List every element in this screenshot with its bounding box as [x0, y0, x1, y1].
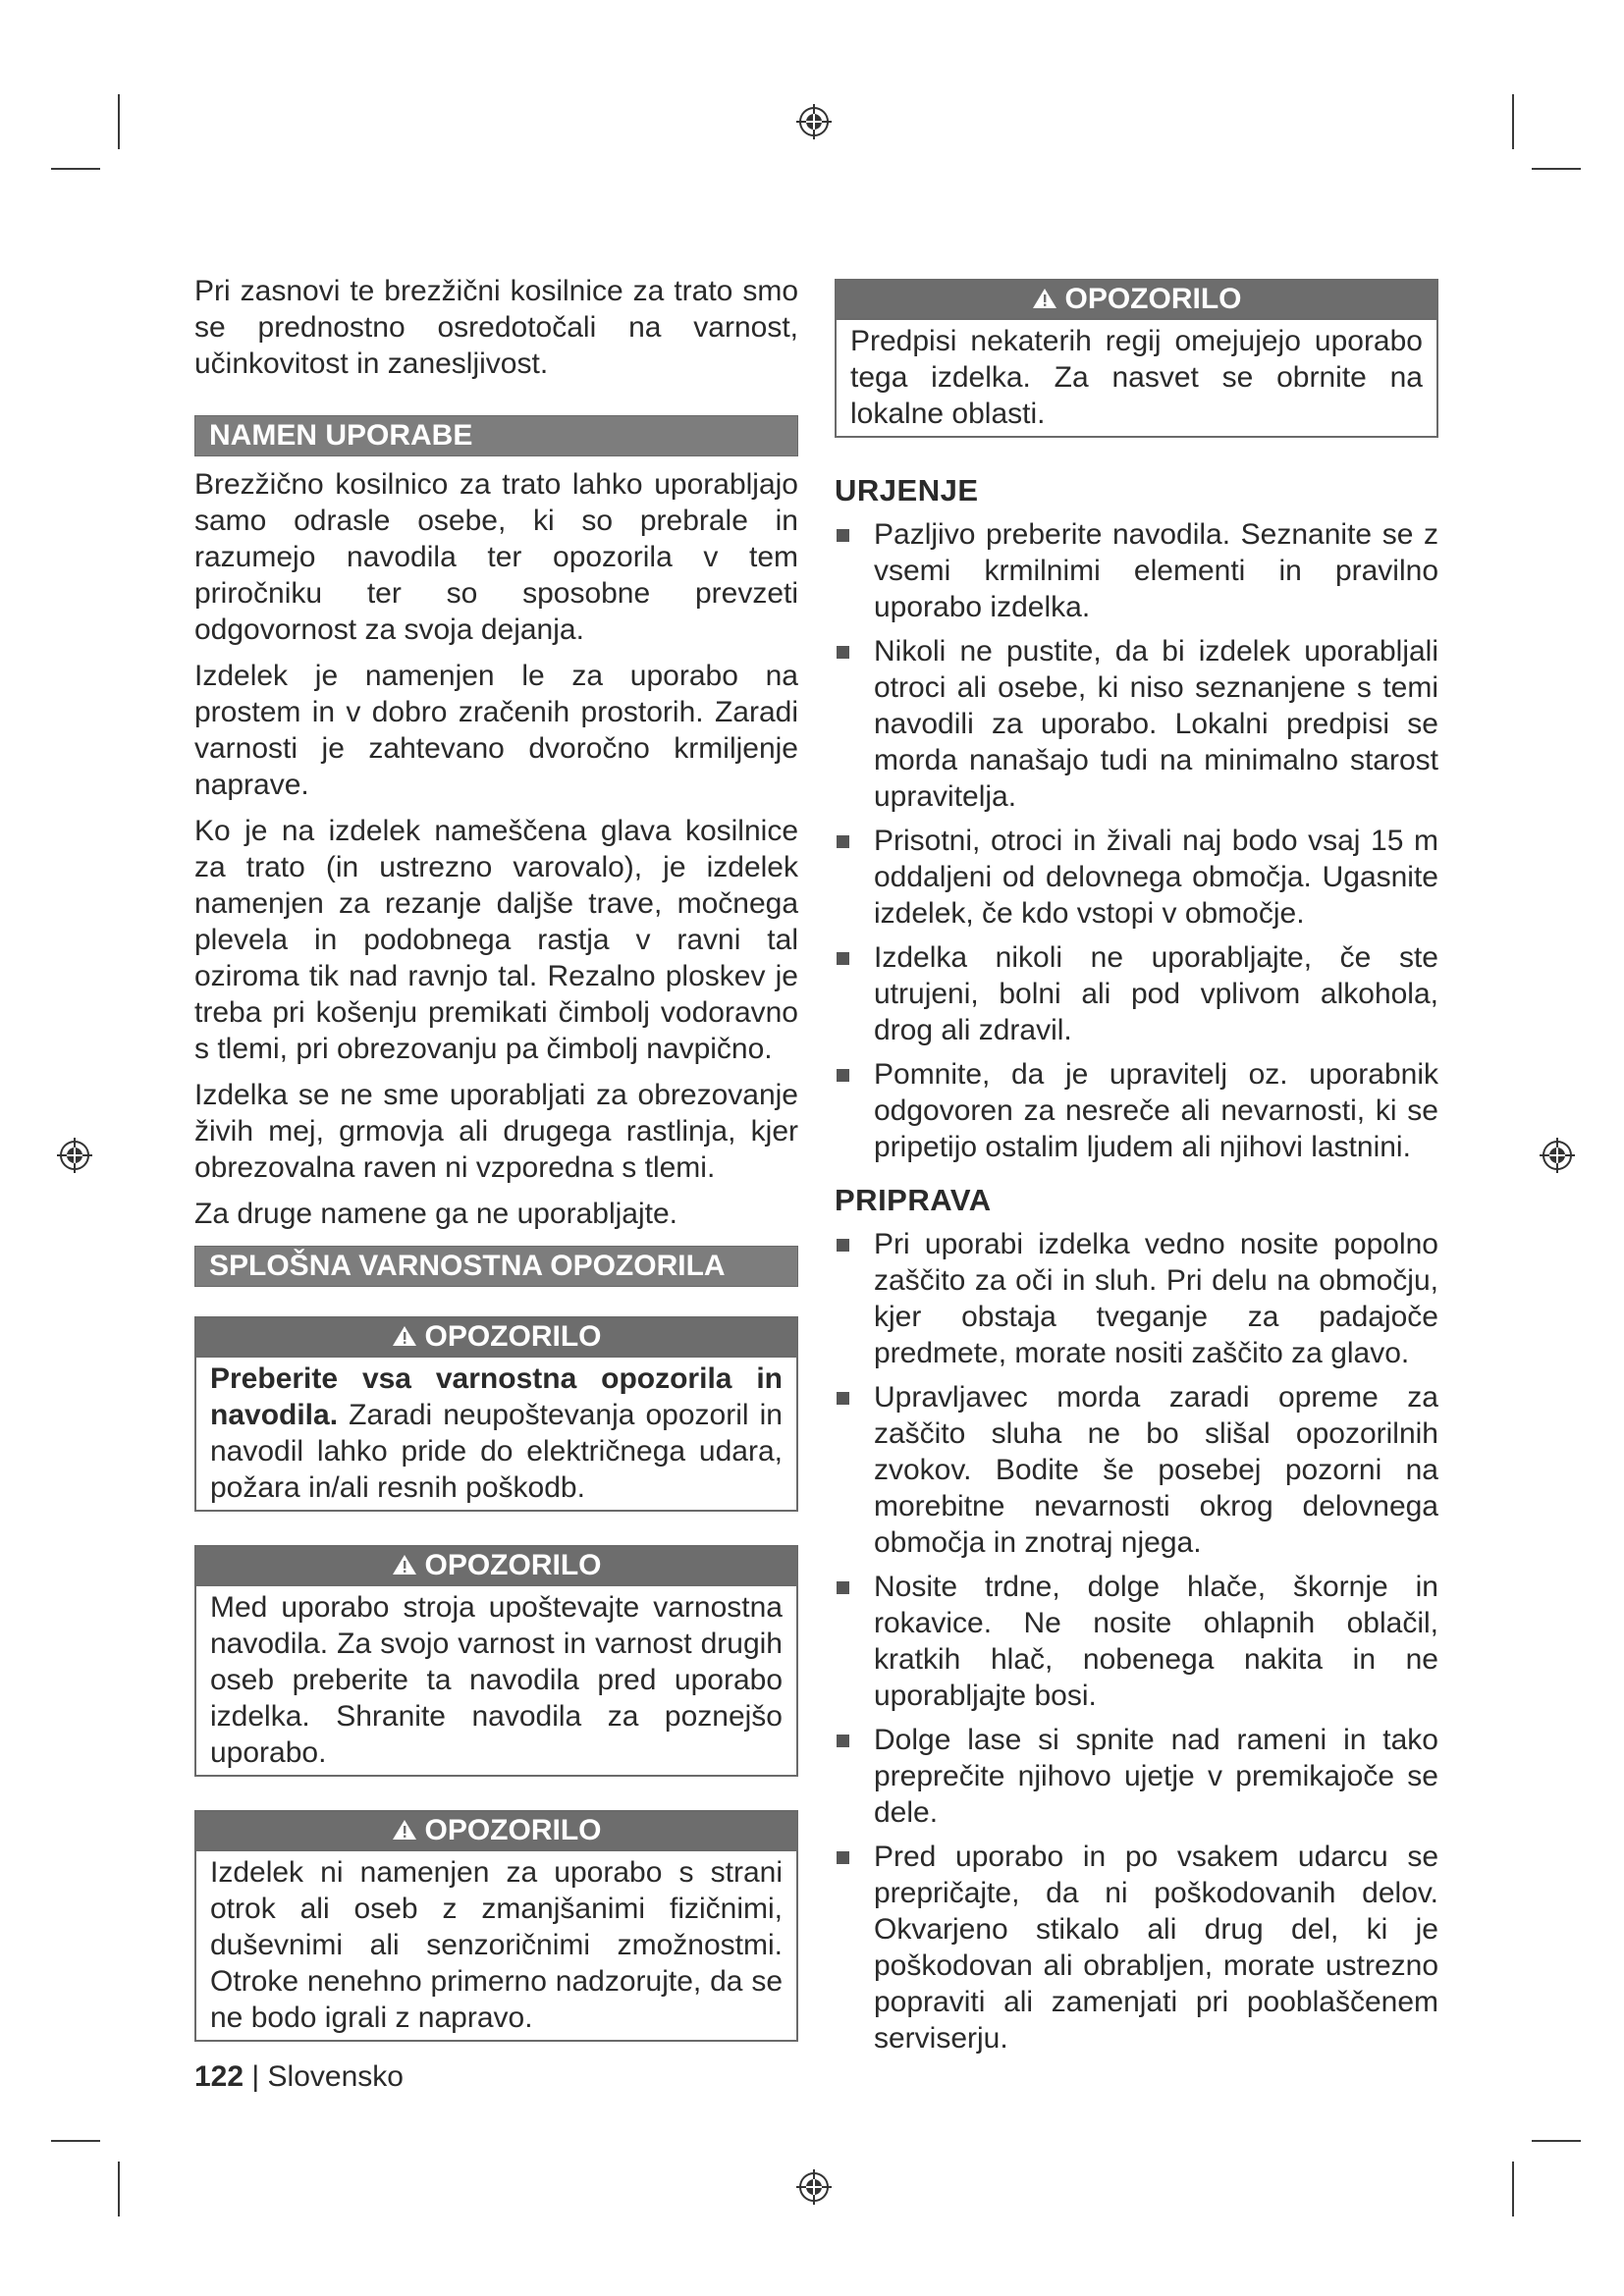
bullet-square-icon — [837, 1069, 849, 1082]
list-item — [835, 1056, 1438, 1165]
crop-mark — [1532, 168, 1581, 170]
intro-paragraph: Pri zasnovi te brezžični kosilnice za trato smo se prednostno osredotočali na varnost, učinkovitost in zanesljivost. — [194, 275, 798, 380]
bullet-square-icon — [837, 1581, 849, 1594]
crop-mark — [1532, 2140, 1581, 2142]
bullet-square-icon — [837, 1851, 849, 1864]
list-item — [835, 516, 1438, 625]
footer-separator: | — [251, 2060, 260, 2093]
list-item — [835, 823, 1438, 932]
footer-language: Slovensko — [267, 2060, 404, 2093]
list-item-text: Pri uporabi izdelka vedno nosite popolno zaščito za oči in sluh. Pri delu na območju, kjer obstaja tveganje za padajoče predmete, morate nositi zaščito za glavo. — [874, 1228, 1438, 1369]
crop-mark — [1512, 2162, 1514, 2216]
crop-mark — [51, 2140, 100, 2142]
namen-paragraph: Za druge namene ga ne uporabljajte. — [194, 1198, 678, 1230]
list-item — [835, 939, 1438, 1048]
section-heading-splosna-varnostna-opozorila: SPLOŠNA VARNOSTNA OPOZORILA — [194, 1246, 798, 1287]
crop-mark — [118, 94, 120, 149]
list-item-text: Prisotni, otroci in živali naj bodo vsaj 15 m oddaljeni od delovnega območja. Ugasnite izdelek, če kdo vstopi v območje. — [874, 825, 1438, 930]
warning-header — [196, 1812, 796, 1851]
list-item-text: Nikoli ne pustite, da bi izdelek uporabljali otroci ali osebe, ki niso seznanjene s temi navodili za uporabo. Lokalni predpisi se morda nanašajo tudi na minimalno starost upravitelja. — [874, 635, 1438, 813]
list-item — [835, 1722, 1438, 1831]
bullet-square-icon — [837, 1735, 849, 1747]
warning-triangle-icon — [392, 1319, 417, 1341]
registration-mark-icon — [1538, 1136, 1577, 1175]
crop-mark — [118, 2162, 120, 2216]
warning-rest-text: Zaradi neupoštevanja opozoril in navodil lahko pride do električnega udara, požara in/ali resnih poškodb. — [210, 1399, 783, 1504]
warning-box — [835, 279, 1438, 438]
namen-paragraph: Ko je na izdelek nameščena glava kosilnice za trato (in ustrezno varovalo), je izdelek namenjen za rezanje daljše trave, močnega plevela in podobnega rastja v ravni tal oziroma tik nad ravnjo tal. Rezalno ploskev je treba pri košenju premikati čimbolj vodoravno s tlemi, pri obrezovanju pa čimbolj navpično. — [194, 815, 798, 1065]
warning-box — [194, 1316, 798, 1512]
registration-mark-icon — [55, 1136, 94, 1175]
namen-paragraph: Izdelek je namenjen le za uporabo na prostem in v dobro zračenih prostorih. Zaradi varnosti je zahtevano dvoročno krmiljenje naprave. — [194, 660, 798, 801]
warning-box — [194, 1810, 798, 2042]
warning-header — [837, 281, 1436, 320]
bullet-square-icon — [837, 1239, 849, 1252]
page-number: 122 — [194, 2060, 244, 2093]
page-footer — [194, 2059, 404, 2095]
crop-mark — [1512, 94, 1514, 149]
bullet-square-icon — [837, 952, 849, 965]
warning-triangle-icon — [1032, 282, 1057, 303]
warning-label: OPOZORILO — [424, 1320, 602, 1353]
registration-mark-icon — [794, 2167, 834, 2207]
left-column — [194, 273, 798, 2075]
list-item — [835, 1839, 1438, 2056]
warning-header — [196, 1318, 796, 1358]
warning-triangle-icon — [392, 1548, 417, 1570]
bullet-square-icon — [837, 1392, 849, 1405]
list-item — [835, 1379, 1438, 1561]
list-item-text: Izdelka nikoli ne uporabljajte, če ste utrujeni, bolni ali pod vplivom alkohola, drog ali zdravil. — [874, 941, 1438, 1046]
namen-paragraph: Izdelka se ne sme uporabljati za obrezovanje živih mej, grmovja ali drugega rastlinja, kjer obrezovalna raven ni vzporedna s tlemi. — [194, 1079, 798, 1184]
list-item-text: Pred uporabo in po vsakem udarcu se prepričajte, da ni poškodovanih delov. Okvarjeno stikalo ali drug del, ki je poškodovan ali obrabljen, morate ustrezno popraviti ali zamenjati pri pooblaščenem serviserju. — [874, 1841, 1438, 2055]
bullet-square-icon — [837, 646, 849, 659]
list-item — [835, 1226, 1438, 1371]
warning-text — [196, 1358, 796, 1510]
list-item-text: Pomnite, da je upravitelj oz. uporabnik odgovoren za nesreče ali nevarnosti, ki se pripetijo ostalim ljudem ali njihovi lastnini. — [874, 1058, 1438, 1163]
heading-priprava: PRIPRAVA — [835, 1183, 992, 1217]
list-item-text: Pazljivo preberite navodila. Seznanite se z vsemi krmilnimi elementi in pravilno uporabo izdelka. — [874, 518, 1438, 623]
list-item-text: Upravljavec morda zaradi opreme za zaščito sluha ne bo slišal opozorilnih zvokov. Bodite še posebej pozorni na morebitne nevarnosti okrog delovnega območja in znotraj njega. — [874, 1381, 1438, 1559]
section-heading-namen-uporabe: NAMEN UPORABE — [194, 415, 798, 456]
right-column — [835, 273, 1438, 2072]
list-item — [835, 1569, 1438, 1714]
warning-label: OPOZORILO — [424, 1549, 602, 1581]
heading-urjenje: URJENJE — [835, 473, 979, 507]
warning-text: Med uporabo stroja upoštevajte varnostna navodila. Za svojo varnost in varnost drugih oseb preberite ta navodila pred uporabo izdelka. Shranite navodila za poznejšo uporabo. — [210, 1591, 783, 1769]
urjenje-list — [835, 516, 1438, 1165]
bullet-square-icon — [837, 835, 849, 848]
warning-bold-text: Preberite vsa varnostna opozorila in navodila. — [210, 1362, 783, 1431]
warning-label: OPOZORILO — [424, 1814, 602, 1846]
warning-text: Predpisi nekaterih regij omejujejo uporabo tega izdelka. Za nasvet se obrnite na lokalne oblasti. — [850, 325, 1423, 430]
bullet-square-icon — [837, 529, 849, 542]
warning-label: OPOZORILO — [1064, 283, 1242, 315]
crop-mark — [51, 168, 100, 170]
list-item-text: Dolge lase si spnite nad rameni in tako preprečite njihovo ujetje v premikajoče se dele. — [874, 1724, 1438, 1829]
list-item-text: Nosite trdne, dolge hlače, škornje in rokavice. Ne nosite ohlapnih oblačil, kratkih hlač, nobenega nakita in ne uporabljajte bosi. — [874, 1571, 1438, 1712]
warning-box — [194, 1545, 798, 1777]
registration-mark-icon — [794, 102, 834, 141]
warning-triangle-icon — [392, 1813, 417, 1835]
list-item — [835, 633, 1438, 815]
namen-paragraph: Brezžično kosilnico za trato lahko uporabljajo samo odrasle osebe, ki so prebrale in razumejo navodila ter opozorila v tem priročniku ter so sposobne prevzeti odgovornost za svoja dejanja. — [194, 468, 798, 646]
priprava-list — [835, 1226, 1438, 2056]
warning-text: Izdelek ni namenjen za uporabo s strani otrok ali oseb z zmanjšanimi fizičnimi, duševnimi ali senzoričnimi zmožnostmi. Otroke nenehno primerno nadzorujte, da se ne bodo igrali z napravo. — [210, 1856, 783, 2034]
warning-header — [196, 1547, 796, 1586]
